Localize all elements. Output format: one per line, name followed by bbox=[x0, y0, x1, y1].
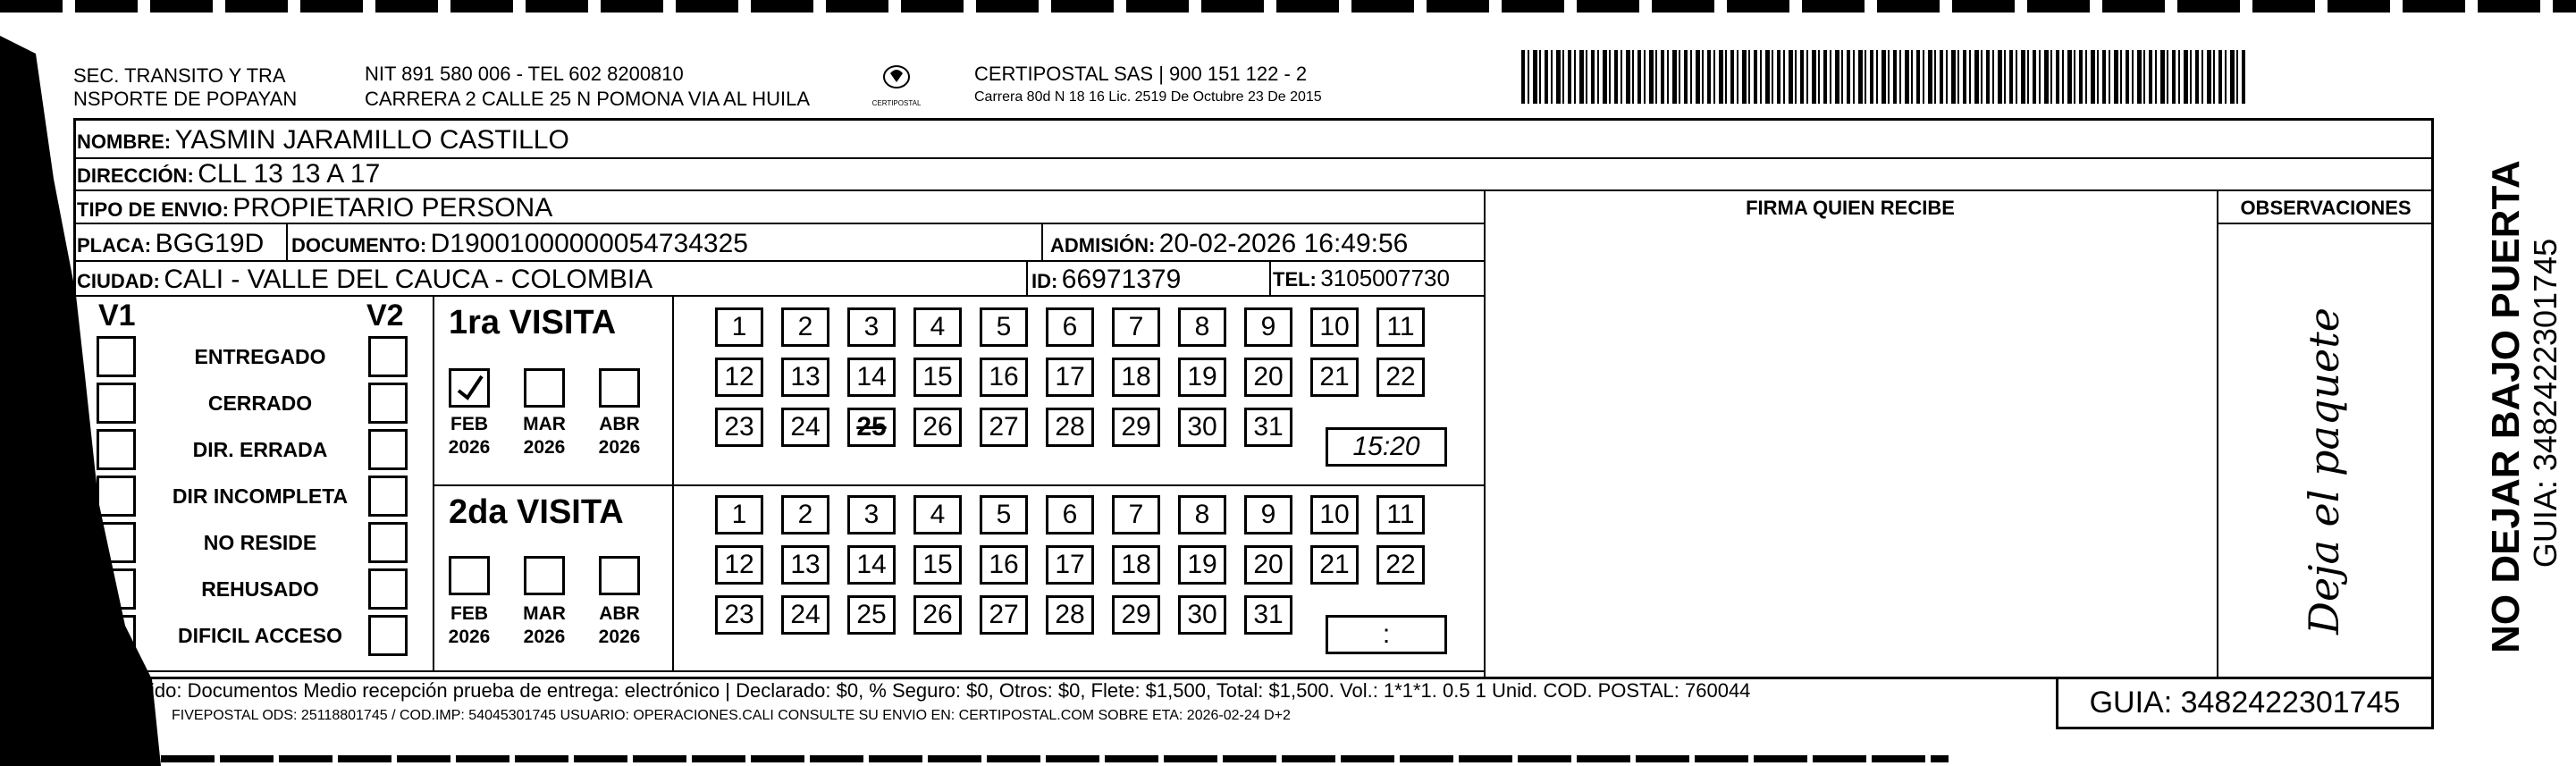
nombre-row bbox=[77, 125, 569, 156]
cell-divider bbox=[1269, 260, 1271, 295]
status-label: NO RESIDE bbox=[203, 531, 317, 554]
month-name: FEB bbox=[450, 414, 488, 434]
day-box[interactable]: 4 bbox=[913, 495, 962, 535]
row-line bbox=[73, 189, 2434, 191]
day-box[interactable]: 21 bbox=[1310, 358, 1359, 397]
day-box[interactable]: 20 bbox=[1244, 545, 1292, 585]
day-box[interactable]: 2 bbox=[781, 307, 829, 347]
day-box[interactable]: 14 bbox=[847, 358, 896, 397]
footer-guia: GUIA: 3482422301745 bbox=[2089, 686, 2401, 720]
day-box[interactable]: 30 bbox=[1178, 595, 1226, 635]
side-text bbox=[2440, 125, 2565, 679]
cell-divider bbox=[1026, 260, 1028, 295]
v2-checkbox[interactable] bbox=[368, 336, 408, 377]
month-name: ABR bbox=[599, 414, 640, 434]
row-line bbox=[73, 260, 1486, 262]
v1-checkbox[interactable] bbox=[97, 476, 136, 517]
month-label bbox=[588, 413, 651, 459]
id-value: 66971379 bbox=[1061, 265, 1182, 294]
nombre-label: NOMBRE: bbox=[77, 130, 172, 153]
day-box[interactable]: 18 bbox=[1112, 545, 1160, 585]
day-box[interactable]: 14 bbox=[847, 545, 896, 585]
admision-cell bbox=[1050, 229, 1408, 259]
top-dashed-edge bbox=[0, 0, 2576, 13]
month-name: MAR bbox=[523, 603, 566, 624]
side-guia: GUIA: 3482422301745 bbox=[2527, 238, 2563, 568]
observaciones-header: OBSERVACIONES bbox=[2240, 197, 2412, 219]
v2-checkbox[interactable] bbox=[368, 429, 408, 470]
v1-checkbox[interactable] bbox=[97, 336, 136, 377]
sender-line2: NSPORTE DE POPAYAN bbox=[73, 88, 298, 110]
barcode bbox=[1521, 50, 2247, 104]
day-box[interactable]: 16 bbox=[980, 358, 1028, 397]
day-box[interactable]: 1 bbox=[715, 307, 763, 347]
day-box[interactable]: 9 bbox=[1244, 495, 1292, 535]
day-box[interactable]: 31 bbox=[1244, 408, 1292, 447]
status-label: ENTREGADO bbox=[194, 345, 326, 368]
v2-label: V2 bbox=[366, 299, 404, 332]
day-box[interactable]: 11 bbox=[1376, 495, 1425, 535]
ciudad-label: CIUDAD: bbox=[77, 270, 160, 292]
documento-cell bbox=[291, 229, 748, 259]
month-checkbox[interactable] bbox=[524, 556, 565, 595]
day-box[interactable]: 3 bbox=[847, 307, 896, 347]
id-label: ID: bbox=[1031, 270, 1058, 292]
day-box[interactable]: 1 bbox=[715, 495, 763, 535]
v2-checkbox[interactable] bbox=[368, 522, 408, 563]
certipostal-logo bbox=[865, 59, 928, 107]
documento-label: DOCUMENTO: bbox=[291, 234, 427, 257]
month-name: MAR bbox=[523, 414, 566, 434]
v1-checkbox[interactable] bbox=[97, 429, 136, 470]
day-box[interactable]: 7 bbox=[1112, 495, 1160, 535]
day-box[interactable]: 20 bbox=[1244, 358, 1292, 397]
day-box[interactable]: 8 bbox=[1178, 495, 1226, 535]
day-box[interactable]: 30 bbox=[1178, 408, 1226, 447]
nit-line1: NIT 891 580 006 - TEL 602 8200810 bbox=[365, 63, 684, 85]
v1-checkbox[interactable] bbox=[97, 568, 136, 610]
cell-divider bbox=[433, 295, 434, 670]
day-box[interactable]: 7 bbox=[1112, 307, 1160, 347]
day-box[interactable]: 13 bbox=[781, 358, 829, 397]
row-line bbox=[2217, 223, 2434, 224]
placa-value: BGG19D bbox=[155, 229, 265, 258]
no-dejar-bajo-puerta: NO DEJAR BAJO PUERTA bbox=[2484, 160, 2528, 653]
v1-checkbox[interactable] bbox=[97, 383, 136, 424]
day-box[interactable]: 24 bbox=[781, 595, 829, 635]
nombre-value: YASMIN JARAMILLO CASTILLO bbox=[174, 125, 569, 155]
v2-time: : bbox=[1382, 619, 1391, 649]
month-checkbox[interactable] bbox=[449, 556, 490, 595]
month-year: 2026 bbox=[448, 627, 491, 647]
day-box[interactable]: 29 bbox=[1112, 595, 1160, 635]
status-label: REHUSADO bbox=[201, 577, 319, 601]
v1-label: V1 bbox=[98, 299, 136, 332]
cell-divider bbox=[286, 223, 288, 260]
day-box[interactable]: 31 bbox=[1244, 595, 1292, 635]
tipo-row bbox=[77, 193, 552, 223]
day-box[interactable]: 28 bbox=[1046, 595, 1094, 635]
v2-checkbox[interactable] bbox=[368, 568, 408, 610]
day-box[interactable]: 6 bbox=[1046, 495, 1094, 535]
row-line bbox=[73, 157, 2434, 159]
day-box[interactable]: 6 bbox=[1046, 307, 1094, 347]
ciudad-value: CALI - VALLE DEL CAUCA - COLOMBIA bbox=[164, 265, 653, 294]
v1-time-box bbox=[1326, 427, 1447, 467]
documento-value: D19001000000054734325 bbox=[430, 229, 748, 258]
day-box[interactable]: 12 bbox=[715, 545, 763, 585]
day-box[interactable]: 22 bbox=[1376, 545, 1425, 585]
day-box[interactable]: 26 bbox=[913, 595, 962, 635]
firma-header: FIRMA QUIEN RECIBE bbox=[1746, 197, 1955, 219]
id-cell bbox=[1031, 265, 1181, 295]
month-checkbox[interactable] bbox=[599, 368, 640, 408]
day-box[interactable]: 9 bbox=[1244, 307, 1292, 347]
status-label: DIR. ERRADA bbox=[192, 438, 328, 461]
month-name: ABR bbox=[599, 603, 640, 624]
tipo-value: PROPIETARIO PERSONA bbox=[232, 193, 553, 223]
footer-line2: FIVEPOSTAL ODS: 25118801745 / COD.IMP: 54045301745 USUARIO: OPERACIONES.CALI CONSULTE SU ENVIO EN: CERTIPOSTAL.COM SOBRE ETA: 2026-02-24 D+2 bbox=[172, 708, 1291, 723]
day-box[interactable]: 18 bbox=[1112, 358, 1160, 397]
month-checkbox[interactable] bbox=[449, 368, 490, 408]
day-box[interactable]: 15 bbox=[913, 358, 962, 397]
day-box[interactable]: 22 bbox=[1376, 358, 1425, 397]
day-box[interactable]: 25 bbox=[847, 408, 896, 447]
bottom-dashed-edge bbox=[161, 755, 1949, 762]
footer-guia-box bbox=[2056, 679, 2434, 729]
visit-divider bbox=[73, 670, 1486, 672]
footer-line1: ido: Documentos Medio recepción prueba de entrega: electrónico | Declarado: $0, % Seguro: $0, Otros: $0, Flete: $1,500, Total: $1,500. Vol.: 1*1*1. 0.5 1 Unid. COD. POSTAL: 760044 bbox=[150, 679, 1751, 702]
day-box[interactable]: 19 bbox=[1178, 545, 1226, 585]
day-box[interactable]: 4 bbox=[913, 307, 962, 347]
tel-cell bbox=[1273, 265, 1450, 292]
carrier-line2: Carrera 80d N 18 16 Lic. 2519 De Octubre 23 De 2015 bbox=[974, 89, 1322, 105]
visita1-title: 1ra VISITA bbox=[449, 304, 617, 341]
day-box[interactable]: 29 bbox=[1112, 408, 1160, 447]
day-box[interactable]: 17 bbox=[1046, 545, 1094, 585]
logo-caption: CERTIPOSTAL bbox=[871, 99, 922, 107]
tipo-label: TIPO DE ENVIO: bbox=[77, 198, 229, 221]
carrier-line1: CERTIPOSTAL SAS | 900 151 122 - 2 bbox=[974, 63, 1308, 85]
day-box[interactable]: 16 bbox=[980, 545, 1028, 585]
month-label bbox=[438, 602, 501, 649]
day-box[interactable]: 13 bbox=[781, 545, 829, 585]
day-box[interactable]: 15 bbox=[913, 545, 962, 585]
v1-time: 15:20 bbox=[1352, 432, 1420, 461]
v1-checkbox[interactable] bbox=[97, 522, 136, 563]
day-box[interactable]: 17 bbox=[1046, 358, 1094, 397]
month-label bbox=[513, 602, 576, 649]
v2-checkbox[interactable] bbox=[368, 476, 408, 517]
col-divider bbox=[1484, 189, 1486, 679]
day-box[interactable]: 3 bbox=[847, 495, 896, 535]
day-box[interactable]: 11 bbox=[1376, 307, 1425, 347]
day-box[interactable]: 25 bbox=[847, 595, 896, 635]
day-box[interactable]: 21 bbox=[1310, 545, 1359, 585]
nit-line2: CARRERA 2 CALLE 25 N POMONA VIA AL HUILA bbox=[365, 88, 811, 110]
tel-value: 3105007730 bbox=[1320, 265, 1450, 291]
v2-time-box bbox=[1326, 615, 1447, 654]
month-year: 2026 bbox=[448, 437, 491, 458]
v2-checkbox[interactable] bbox=[368, 383, 408, 424]
v1-checkbox[interactable] bbox=[97, 615, 136, 656]
visit-divider bbox=[433, 484, 1484, 486]
day-box[interactable]: 2 bbox=[781, 495, 829, 535]
day-box[interactable]: 19 bbox=[1178, 358, 1226, 397]
day-box[interactable]: 27 bbox=[980, 595, 1028, 635]
status-label: CERRADO bbox=[207, 391, 313, 415]
day-box[interactable]: 8 bbox=[1178, 307, 1226, 347]
day-box[interactable]: 10 bbox=[1310, 495, 1359, 535]
month-year: 2026 bbox=[523, 627, 566, 647]
status-label: DIFICIL ACCESO bbox=[177, 624, 342, 647]
month-year: 2026 bbox=[598, 627, 641, 647]
month-label bbox=[438, 413, 501, 459]
check-mark-icon bbox=[451, 371, 487, 405]
observaciones-handwriting bbox=[2217, 268, 2431, 661]
cell-divider bbox=[1041, 223, 1043, 260]
placa-label: PLACA: bbox=[77, 234, 152, 257]
tel-label: TEL: bbox=[1273, 268, 1317, 290]
month-name: FEB bbox=[450, 603, 488, 624]
admision-label: ADMISIÓN: bbox=[1050, 234, 1156, 257]
visita2-title: 2da VISITA bbox=[449, 493, 624, 531]
ciudad-cell bbox=[77, 265, 652, 295]
status-label: DIR INCOMPLETA bbox=[172, 484, 349, 508]
month-label bbox=[513, 413, 576, 459]
month-year: 2026 bbox=[523, 437, 566, 458]
direccion-value: CLL 13 13 A 17 bbox=[198, 159, 381, 189]
v2-checkbox[interactable] bbox=[368, 615, 408, 656]
day-box[interactable]: 12 bbox=[715, 358, 763, 397]
certipostal-logo-icon bbox=[865, 59, 928, 95]
month-year: 2026 bbox=[598, 437, 641, 458]
day-box[interactable]: 26 bbox=[913, 408, 962, 447]
day-box[interactable]: 10 bbox=[1310, 307, 1359, 347]
month-checkbox[interactable] bbox=[524, 368, 565, 408]
month-checkbox[interactable] bbox=[599, 556, 640, 595]
admision-value: 20-02-2026 16:49:56 bbox=[1158, 229, 1409, 258]
month-label bbox=[588, 602, 651, 649]
direccion-label: DIRECCIÓN: bbox=[77, 164, 194, 187]
day-box[interactable]: 24 bbox=[781, 408, 829, 447]
day-box[interactable]: 5 bbox=[980, 495, 1028, 535]
day-box[interactable]: 23 bbox=[715, 408, 763, 447]
row-line bbox=[73, 295, 1486, 297]
placa-cell bbox=[77, 229, 264, 259]
day-box[interactable]: 27 bbox=[980, 408, 1028, 447]
day-box[interactable]: 28 bbox=[1046, 408, 1094, 447]
observaciones-text: Deja el paquete bbox=[2300, 307, 2348, 635]
sender-line1: SEC. TRANSITO Y TRA bbox=[73, 64, 286, 87]
direccion-row bbox=[77, 159, 380, 189]
day-box[interactable]: 23 bbox=[715, 595, 763, 635]
day-box[interactable]: 5 bbox=[980, 307, 1028, 347]
cell-divider bbox=[672, 295, 674, 670]
